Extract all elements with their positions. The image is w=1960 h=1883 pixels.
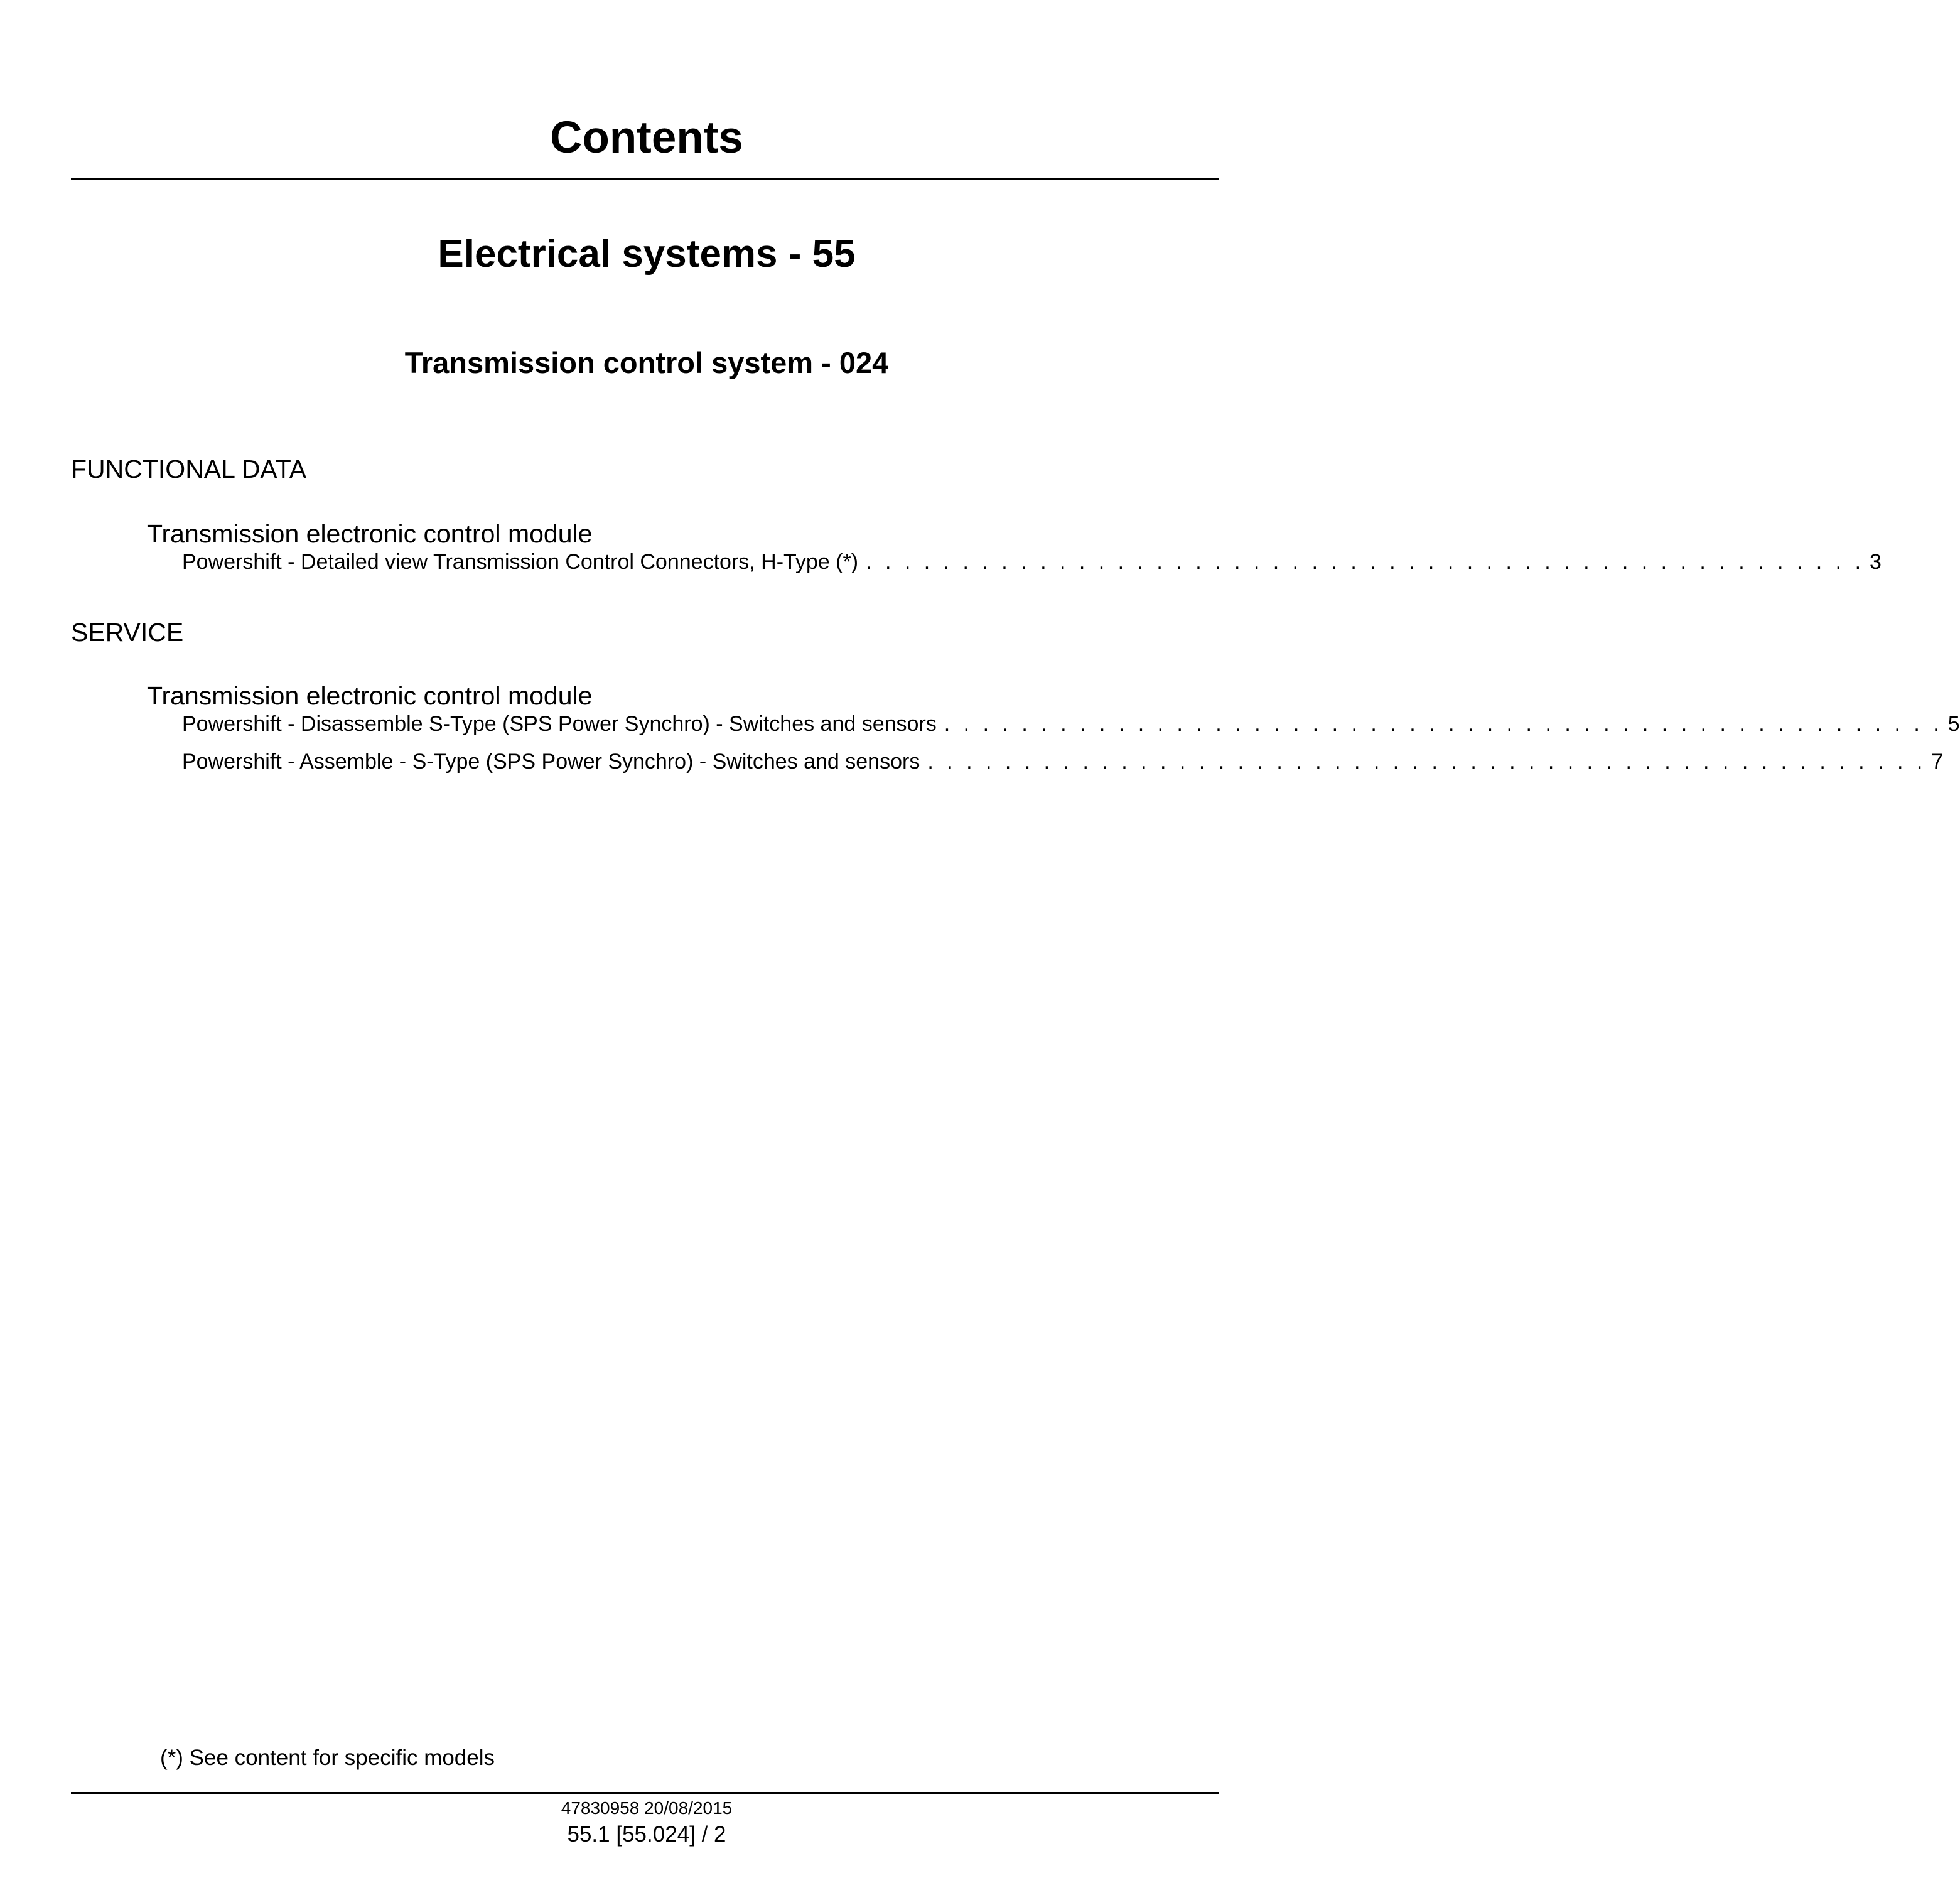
module-heading: Transmission electronic control module [147,519,593,548]
page-title: Contents [550,113,743,163]
dot-leader: . . . . . . . . . . . . . . . . . . . . . . . . . . . . . . . . . . . . . . . . . . . . . . . . . . . . [927,750,1927,774]
toc-entry-page: 5 [1947,712,1960,736]
toc-entry[interactable] [182,548,1882,576]
group-label-service: SERVICE [71,618,184,647]
footer-divider [71,1792,1219,1794]
toc-entry-text: Powershift - Detailed view Transmission Control Connectors, H-Type (*) [182,550,859,574]
footnote: (*) See content for specific models [160,1745,495,1770]
toc-entry-text: Powershift - Disassemble S-Type (SPS Power Synchro) - Switches and sensors [182,712,937,736]
dot-leader: . . . . . . . . . . . . . . . . . . . . . . . . . . . . . . . . . . . . . . . . . . . . . . . . . . . . [866,550,1865,574]
toc-entry-page: 3 [1870,550,1882,574]
document-id: 47830958 20/08/2015 [561,1798,733,1818]
section-title: Transmission control system - 024 [404,346,889,379]
toc-entry-text: Powershift - Assemble - S-Type (SPS Power Synchro) - Switches and sensors [182,750,920,774]
module-heading: Transmission electronic control module [147,681,593,710]
group-label-functional-data: FUNCTIONAL DATA [71,455,307,483]
header-divider [71,178,1219,180]
toc-entry[interactable] [182,748,1944,775]
dot-leader: . . . . . . . . . . . . . . . . . . . . . . . . . . . . . . . . . . . . . . . . . . . . . . . . . . . . [944,712,1943,736]
page-reference: 55.1 [55.024] / 2 [567,1822,726,1847]
toc-entry-page: 7 [1931,750,1944,774]
toc-entry[interactable] [182,710,1960,738]
chapter-title: Electrical systems - 55 [438,232,856,276]
